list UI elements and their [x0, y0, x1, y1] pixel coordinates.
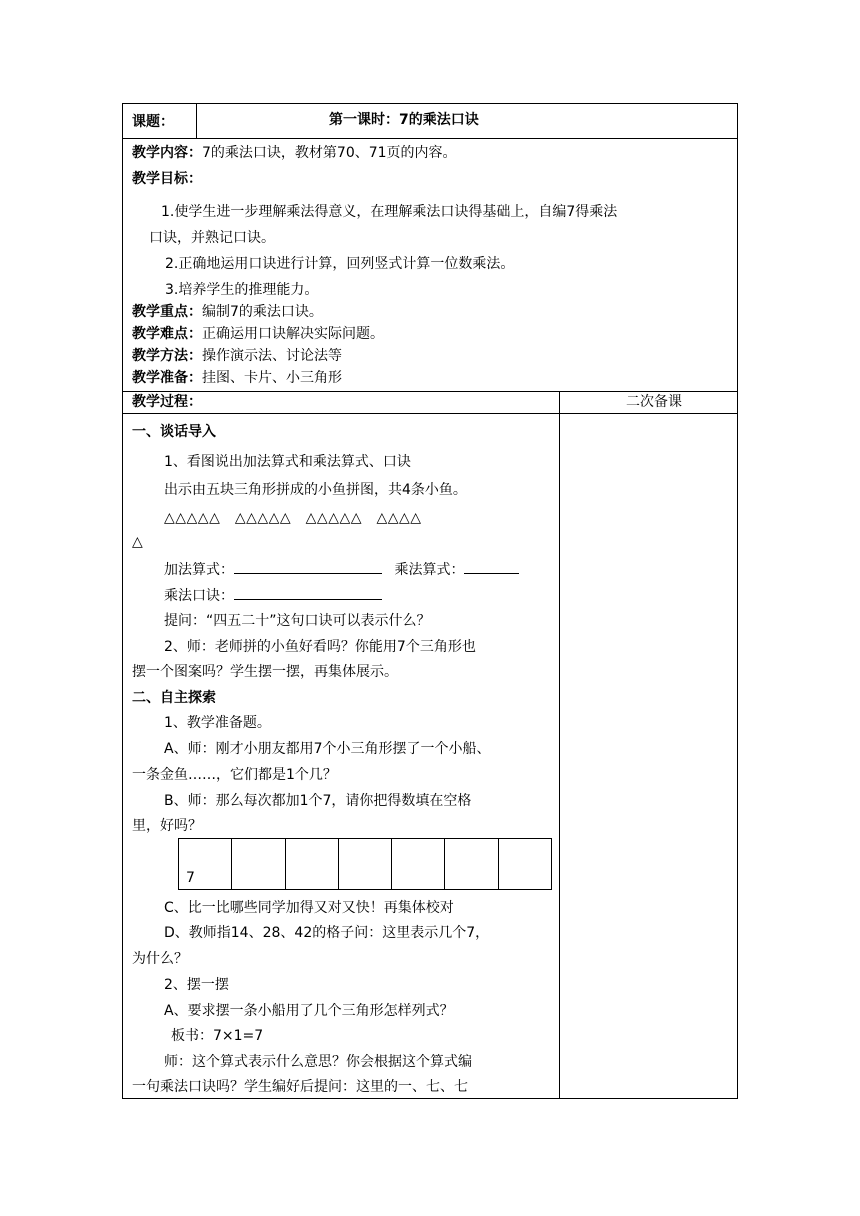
section-1-title: 一、谈话导入 [132, 424, 216, 440]
section-1-item-2-line-2: 摆一个图案吗？学生摆一摆，再集体展示。 [132, 664, 398, 680]
section-1-item-1-desc: 出示由五块三角形拼成的小鱼拼图，共4条小鱼。 [164, 482, 467, 498]
teacher-question-line-2: 一句乘法口诀吗？学生编好后提问：这里的一、七、七 [132, 1079, 468, 1095]
row-divider-header [123, 138, 737, 139]
multiplication-blank [464, 559, 519, 574]
addition-label: 加法算式： [164, 562, 234, 578]
grid-cell: 7 [186, 870, 195, 886]
triangles-row-2: △ [132, 534, 143, 550]
rhyme-label: 乘法口诀： [164, 588, 234, 604]
second-prep-label: 二次备课 [626, 394, 682, 410]
method-text: 操作演示法、讨论法等 [202, 348, 342, 364]
step-b-line-2: 里，好吗？ [132, 818, 202, 834]
difficulty-point [132, 324, 384, 344]
difficulty-label: 教学难点： [132, 326, 202, 342]
step-a-line-1: A、师：刚才小朋友都用7个小三角形摆了一个小船、 [164, 741, 491, 757]
multiplication-label: 乘法算式： [394, 562, 465, 578]
teaching-method [132, 346, 342, 366]
grid-cell [391, 839, 444, 889]
difficulty-text: 正确运用口诀解决实际问题。 [202, 326, 384, 342]
method-label: 教学方法： [132, 348, 202, 364]
content-text: 7的乘法口诀，教材第70、71页的内容。 [202, 145, 457, 161]
process-label: 教学过程： [132, 394, 202, 410]
step-a-line-2: 一条金鱼……，它们都是1个几？ [132, 767, 337, 783]
grid-cell [231, 839, 284, 889]
prep-label: 教学准备： [132, 370, 202, 386]
section-2-item-2: 2、摆一摆 [164, 977, 229, 993]
goal-3: 3.培养学生的推理能力。 [165, 282, 319, 298]
key-text: 编制7的乘法口诀。 [202, 304, 323, 320]
topic-title: 第一课时：7的乘法口诀 [329, 112, 479, 128]
rhyme-line [164, 585, 382, 606]
section-2-title: 二、自主探索 [132, 690, 216, 706]
section-1-item-2-line-1: 2、师：老师拼的小鱼好看吗？你能用7个三角形也 [164, 639, 476, 655]
answer-grid [178, 838, 552, 890]
lesson-plan-table [122, 103, 738, 1099]
side-col-divider [559, 391, 560, 1098]
grid-cell [498, 839, 551, 889]
teaching-preparation [132, 368, 342, 388]
rhyme-blank [234, 585, 382, 600]
section-1-item-1: 1、看图说出加法算式和乘法算式、口诀 [164, 454, 411, 470]
triangles-row-1: △△△△△ △△△△△ △△△△△ △△△△ [164, 510, 422, 526]
board-writing: 板书：7×1=7 [171, 1028, 264, 1044]
section-2-item-1: 1、教学准备题。 [164, 715, 271, 731]
goal-1-line-2: 口诀，并熟记口诀。 [149, 230, 275, 246]
grid-cell [285, 839, 338, 889]
content-label: 教学内容： [132, 145, 202, 161]
step-b-line-1: B、师：那么每次都加1个7，请你把得数填在空格 [164, 793, 472, 809]
grid-cell [338, 839, 391, 889]
prep-text: 挂图、卡片、小三角形 [202, 370, 342, 386]
topic-label: 课题： [132, 114, 174, 130]
row-divider-process-bottom [123, 413, 737, 414]
goal-2: 2.正确地运用口诀进行计算，回列竖式计算一位数乘法。 [165, 256, 515, 272]
header-col-divider [196, 104, 197, 138]
step-c: C、比一比哪些同学加得又对又快！再集体校对 [164, 900, 454, 916]
step-d-line-1: D、教师指14、28、42的格子问：这里表示几个7， [164, 925, 490, 941]
goal-1-line-1: 1.使学生进一步理解乘法得意义，在理解乘法口诀得基础上，自编7得乘法 [161, 204, 618, 220]
addition-formula-line [164, 559, 519, 580]
key-label: 教学重点： [132, 304, 202, 320]
step-d-line-2: 为什么？ [132, 951, 188, 967]
teaching-content [132, 143, 457, 163]
teacher-question-line-1: 师：这个算式表示什么意思？你会根据这个算式编 [164, 1054, 472, 1070]
key-point [132, 302, 323, 322]
question-1: 提问：“四五二十”这句口诀可以表示什么？ [164, 613, 431, 629]
step-a2: A、要求摆一条小船用了几个三角形怎样列式？ [164, 1003, 454, 1019]
addition-blank [234, 559, 382, 574]
grid-cell [444, 839, 497, 889]
goals-label: 教学目标： [132, 171, 202, 187]
